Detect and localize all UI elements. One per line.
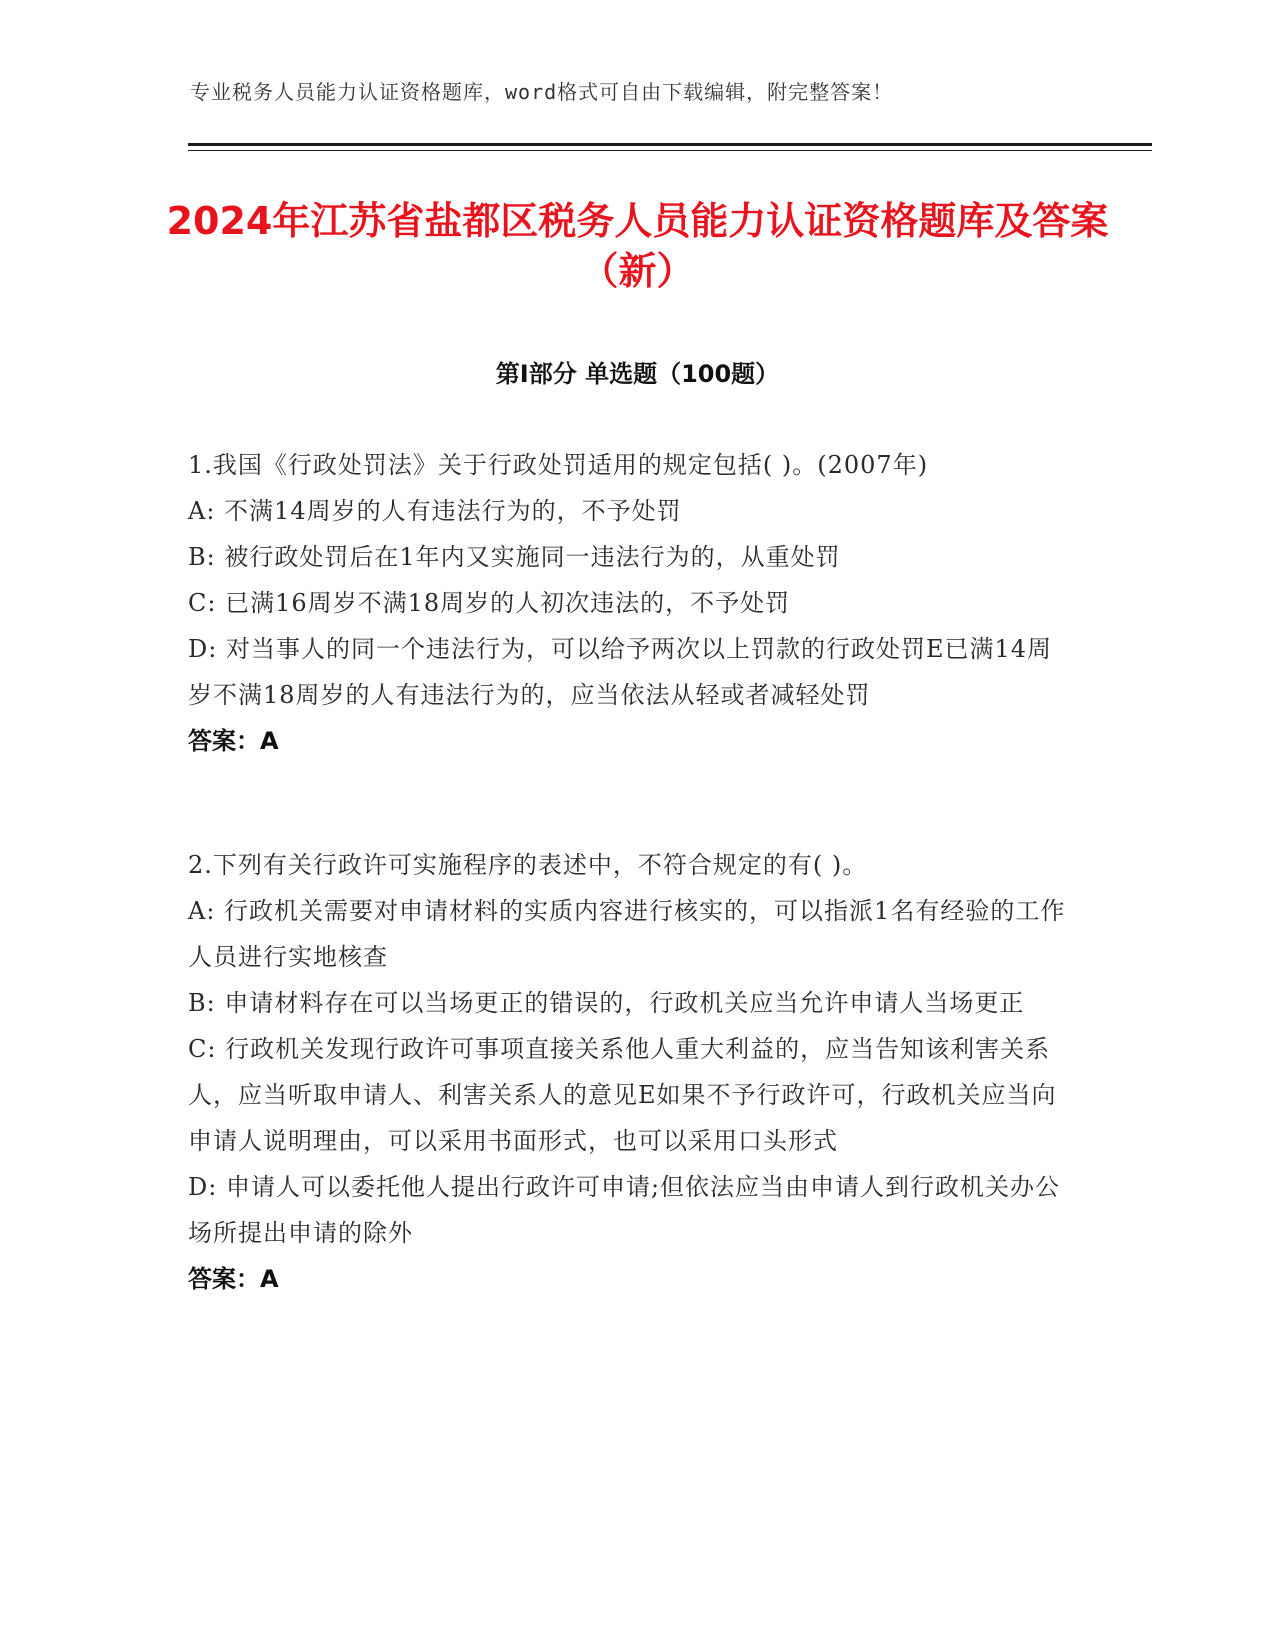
answer: 答案：A (188, 727, 279, 755)
option-b: B: 申请材料存在可以当场更正的错误的，行政机关应当允许申请人当场更正 (188, 989, 1025, 1017)
answer: 答案：A (188, 1265, 279, 1293)
header-divider-thick (188, 143, 1152, 146)
question-1 (188, 442, 1068, 764)
header-divider-thin (188, 150, 1152, 151)
option-a: A: 不满14周岁的人有违法行为的，不予处罚 (188, 497, 682, 525)
option-a: A: 行政机关需要对申请材料的实质内容进行核实的，可以指派1名有经验的工作人员进行实地核查 (188, 897, 1066, 971)
document-title: 2024年江苏省盐都区税务人员能力认证资格题库及答案（新） (166, 199, 1109, 293)
option-d: D: 对当事人的同一个违法行为，可以给予两次以上罚款的行政处罚E已满14周岁不满18周岁的人有违法行为的，应当依法从轻或者减轻处罚 (188, 635, 1053, 709)
option-c: C: 行政机关发现行政许可事项直接关系他人重大利益的，应当告知该利害关系人，应当听取申请人、利害关系人的意见E如果不予行政许可，行政机关应当向申请人说明理由，可以采用书面形式，也可以采用口头形式 (188, 1035, 1057, 1155)
section-heading: 第Ⅰ部分 单选题（100题） (495, 360, 780, 388)
option-b: B: 被行政处罚后在1年内又实施同一违法行为的，从重处罚 (188, 543, 841, 571)
option-d: D: 申请人可以委托他人提出行政许可申请;但依法应当由申请人到行政机关办公场所提出申请的除外 (188, 1173, 1061, 1247)
question-stem: 2.下列有关行政许可实施程序的表述中，不符合规定的有( )。 (188, 851, 868, 879)
header-note: 专业税务人员能力认证资格题库，word格式可自由下载编辑，附完整答案！ (190, 80, 894, 104)
option-c: C: 已满16周岁不满18周岁的人初次违法的，不予处罚 (188, 589, 791, 617)
question-2 (188, 842, 1068, 1302)
question-stem: 1.我国《行政处罚法》关于行政处罚适用的规定包括( )。(2007年) (188, 451, 929, 479)
